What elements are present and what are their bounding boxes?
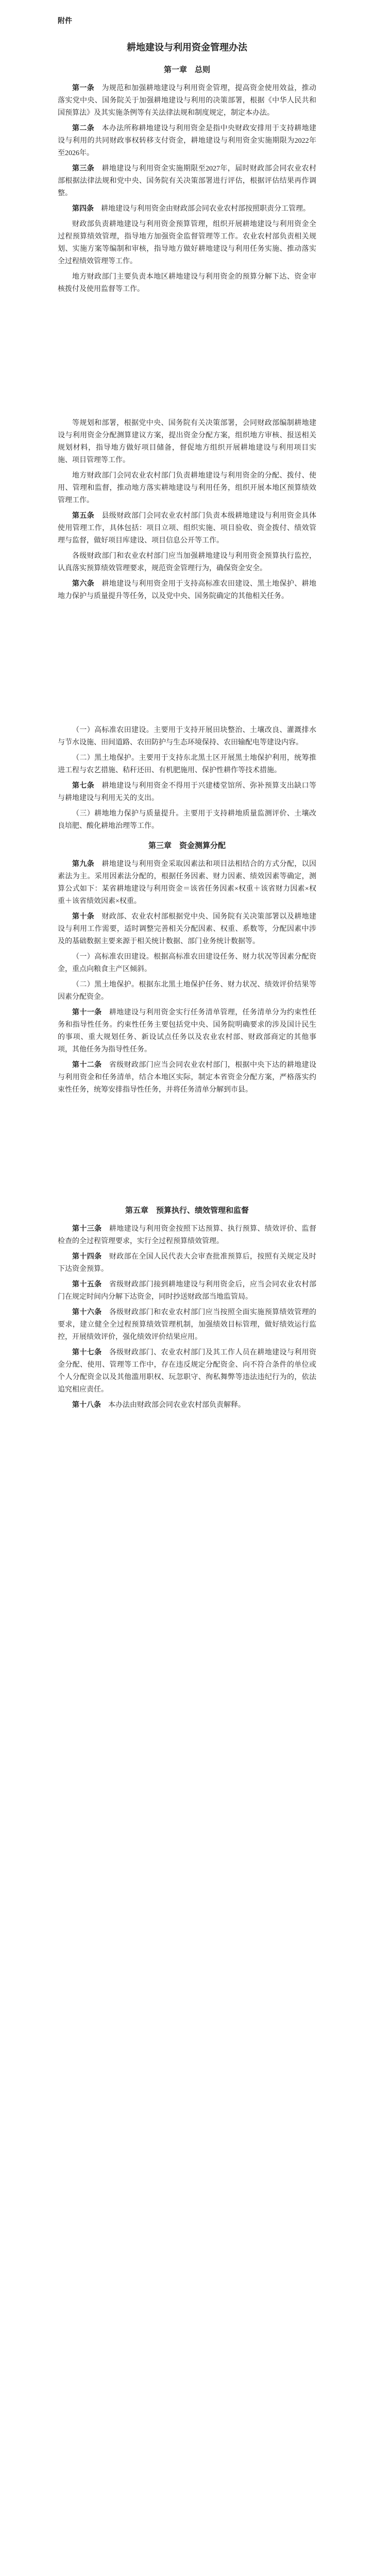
article-text: 财政部负责耕地建设与利用资金预算管理，组织开展耕地建设与利用资金全过程预算绩效管理，指导地方加强资金监督管理等工作。农业农村部负责相关规划、实施方案等编制和审核，指导地方做好耕地建设与利用任务实施、推动落实全过程绩效管理等工作。 (58, 221, 316, 265)
article-paragraph (58, 271, 316, 296)
chapter-1-continued (58, 417, 316, 603)
article-number: 第十六条 (72, 1309, 102, 1316)
article-paragraph (58, 752, 316, 777)
article-number: 第二条 (72, 125, 95, 132)
article-text: 为规范和加强耕地建设与利用资金管理，提高资金使用效益，推动落实党中央、国务院关于加强耕地建设与利用的决策部署，根据《中华人民共和国预算法》及其实施条例等有关法律法规和制度规定，制定本办法。 (58, 84, 316, 117)
article-paragraph (58, 1251, 316, 1276)
article-number: 第六条 (72, 580, 95, 588)
article-paragraph (58, 808, 316, 833)
article-number: 第十八条 (72, 1401, 101, 1409)
document-title: 耕地建设与利用资金管理办法 (127, 42, 247, 53)
article-text: （二）黑土地保护。主要用于支持东北黑土区开展黑土地保护利用，统筹推进工程与农艺措施、秸秆还田、有机肥施用、保护性耕作等技术措施。 (58, 754, 316, 774)
article-number: 第一条 (72, 84, 95, 92)
article-text: 本办法由财政部会同农业农村部负责解释。 (108, 1401, 245, 1409)
article-text: 各级财政部门和农业农村部门应当按照全面实施预算绩效管理的要求，建立健全全过程预算绩效管理机制，加强绩效目标管理，做好绩效运行监控，开展绩效评价，强化绩效评价结果应用。 (58, 1309, 316, 1341)
article-number: 第十七条 (72, 1349, 102, 1357)
article-paragraph (58, 724, 316, 749)
article-text: 耕地建设与利用资金实施期限至2027年，届时财政部会同农业农村部根据法律法规和党中央、国务院有关决策部署进行评估，根据评估结果再作调整。 (58, 165, 317, 197)
article-number: 第四条 (72, 205, 94, 213)
article-paragraph (58, 470, 316, 507)
article-paragraph (58, 1399, 316, 1412)
article-paragraph (58, 858, 316, 908)
article-text: 省级财政部门应当会同农业农村部门，根据中央下达的耕地建设与利用资金和任务清单，结合本地区实际，制定本省资金分配方案，严格落实约束性任务，统筹安排指导性任务，并将任务清单分解到市县。 (58, 1061, 316, 1094)
article-number: 第十条 (72, 913, 95, 921)
article-paragraph (58, 951, 316, 976)
article-paragraph (58, 163, 316, 200)
article-paragraph (58, 1347, 316, 1396)
article-paragraph (58, 218, 316, 268)
article-number: 第十三条 (72, 1225, 102, 1233)
article-text: （三）耕地地力保护与质量提升。主要用于支持耕地质量监测评价、土壤改良培肥、酸化耕地治理等工作。 (58, 810, 316, 830)
article-text: 财政部在全国人民代表大会审查批准预算后，按照有关规定及时下达资金预算。 (58, 1253, 316, 1273)
article-text: 耕地建设与利用资金采取因素法和项目法相结合的方式分配，以因素法为主。采用因素法分配的，根据任务因素、财力因素、绩效因素等确定，测算公式如下：某省耕地建设与利用资金＝该省任务因素×权重＋该省财力因素×权重＋该省绩效因素×权重。 (58, 860, 316, 905)
article-text: （二）黑土地保护。根据东北黑土地保护任务、财力状况、绩效评价结果等因素分配资金。 (58, 981, 316, 1001)
article-number: 第十一条 (72, 1009, 102, 1016)
article-paragraph (58, 1223, 316, 1248)
article-number: 第九条 (72, 860, 95, 868)
article-paragraph (58, 1059, 316, 1096)
article-text: 财政部、农业农村部根据党中央、国务院有关决策部署以及耕地建设与利用工作需要，适时调整完善相关分配因素、权重、系数等，分配因素中涉及的基础数据主要来源于相关统计数据、部门业务统计数据等。 (58, 913, 316, 945)
blank-space (58, 606, 316, 724)
article-number: 第七条 (72, 782, 95, 790)
article-text: 耕地建设与利用资金用于支持高标准农田建设、黑土地保护、耕地地力保护与质量提升等任务，以及党中央、国务院确定的其他相关任务。 (58, 580, 316, 600)
article-number: 第五条 (72, 512, 95, 520)
chapter-1-body (58, 82, 316, 296)
article-text: （一）高标准农田建设。主要用于支持开展田块整治、土壤改良、灌溉排水与节水设施、田间道路、农田防护与生态环境保持、农田输配电等建设内容。 (58, 726, 316, 747)
article-paragraph (58, 510, 316, 547)
blank-space (58, 1099, 316, 1197)
article-paragraph (58, 1307, 316, 1344)
article-text: 省级财政部门接到耕地建设与利用资金后，应当会同农业农村部门在规定时间内分解下达资金，同时抄送财政部当地监管局。 (58, 1281, 316, 1301)
chapter-2-tail (58, 724, 316, 833)
article-paragraph (58, 417, 316, 467)
article-number: 第十二条 (72, 1061, 102, 1069)
article-paragraph (58, 123, 316, 160)
article-paragraph (58, 578, 316, 603)
article-paragraph (58, 550, 316, 575)
article-text: 各级财政部门和农业农村部门应当加强耕地建设与利用资金预算执行监控，认真落实预算绩效管理要求，规范资金管理行为，确保资金安全。 (58, 552, 316, 572)
article-paragraph (58, 911, 316, 948)
article-text: 耕地建设与利用资金实行任务清单管理，任务清单分为约束性任务和指导性任务。约束性任务主要包括党中央、国务院明确要求的涉及国计民生的事项、重大规划任务、新设试点任务以及农业农村部、财政部商定的其他事项，其他任务为指导性任务。 (58, 1009, 316, 1054)
article-paragraph (58, 1279, 316, 1303)
article-paragraph (58, 979, 316, 1004)
article-text: 耕地建设与利用资金不得用于兴建楼堂馆所、弥补预算支出缺口等与耕地建设与利用无关的支出。 (58, 782, 316, 802)
chapter-3-body (58, 858, 316, 1096)
article-text: 耕地建设与利用资金由财政部会同农业农村部按照职责分工管理。 (101, 205, 310, 213)
attachment-label: 附件 (58, 16, 72, 25)
article-text: 地方财政部门会同农业农村部门负责耕地建设与利用资金的分配、拨付、使用、管理和监督，推动地方落实耕地建设与利用任务，组织开展本地区预算绩效管理工作。 (58, 472, 316, 504)
article-text: 本办法所称耕地建设与利用资金是指中央财政安排用于支持耕地建设与利用的共同财政事权转移支付资金，耕地建设与利用资金实施期限为2022年至2026年。 (58, 125, 316, 157)
article-paragraph (58, 780, 316, 805)
chapter-heading: 第五章 预算执行、绩效管理和监督 (125, 1207, 249, 1215)
article-text: （一）高标准农田建设。根据高标准农田建设任务、财力状况等因素分配资金，重点向粮食主产区倾斜。 (58, 953, 316, 973)
article-text: 各级财政部门、农业农村部门及其工作人员在耕地建设与利用资金分配、使用、管理等工作中，存在违反规定分配资金、向不符合条件的单位或个人分配资金以及其他滥用职权、玩忽职守、徇私舞弊等违法违纪行为的，依法追究相应责任。 (58, 1349, 316, 1394)
article-text: 地方财政部门主要负责本地区耕地建设与利用资金的预算分解下达、资金审核拨付及使用监督等工作。 (58, 273, 316, 293)
article-paragraph (58, 203, 316, 215)
chapter-heading: 第一章 总则 (163, 66, 210, 74)
chapter-heading: 第三章 资金测算分配 (148, 842, 226, 850)
article-paragraph (58, 82, 316, 120)
article-paragraph (58, 1007, 316, 1056)
article-text: 县级财政部门会同农业农村部门负责本级耕地建设与利用资金具体使用管理工作，具体包括：项目立项、组织实施、项目验收、资金拨付、绩效管理与监督，做好项目库建设、项目信息公开等工作。 (58, 512, 316, 545)
article-number: 第十五条 (72, 1281, 102, 1289)
article-number: 第十四条 (72, 1253, 102, 1261)
article-text: 耕地建设与利用资金按照下达预算、执行预算、绩效评价、监督检查的全过程管理要求，实行全过程预算绩效管理。 (58, 1225, 316, 1245)
blank-space (58, 299, 316, 417)
chapter-5-body (58, 1223, 316, 1412)
article-number: 第三条 (72, 165, 95, 173)
article-text: 等规划和部署，根据党中央、国务院有关决策部署，会同财政部编制耕地建设与利用资金分配测算建议方案，提出资金分配方案，组织地方审核、报送相关规划材料，指导地方做好项目储备，督促地方组织开展耕地建设与利用项目实施、项目管理等工作。 (58, 419, 316, 464)
